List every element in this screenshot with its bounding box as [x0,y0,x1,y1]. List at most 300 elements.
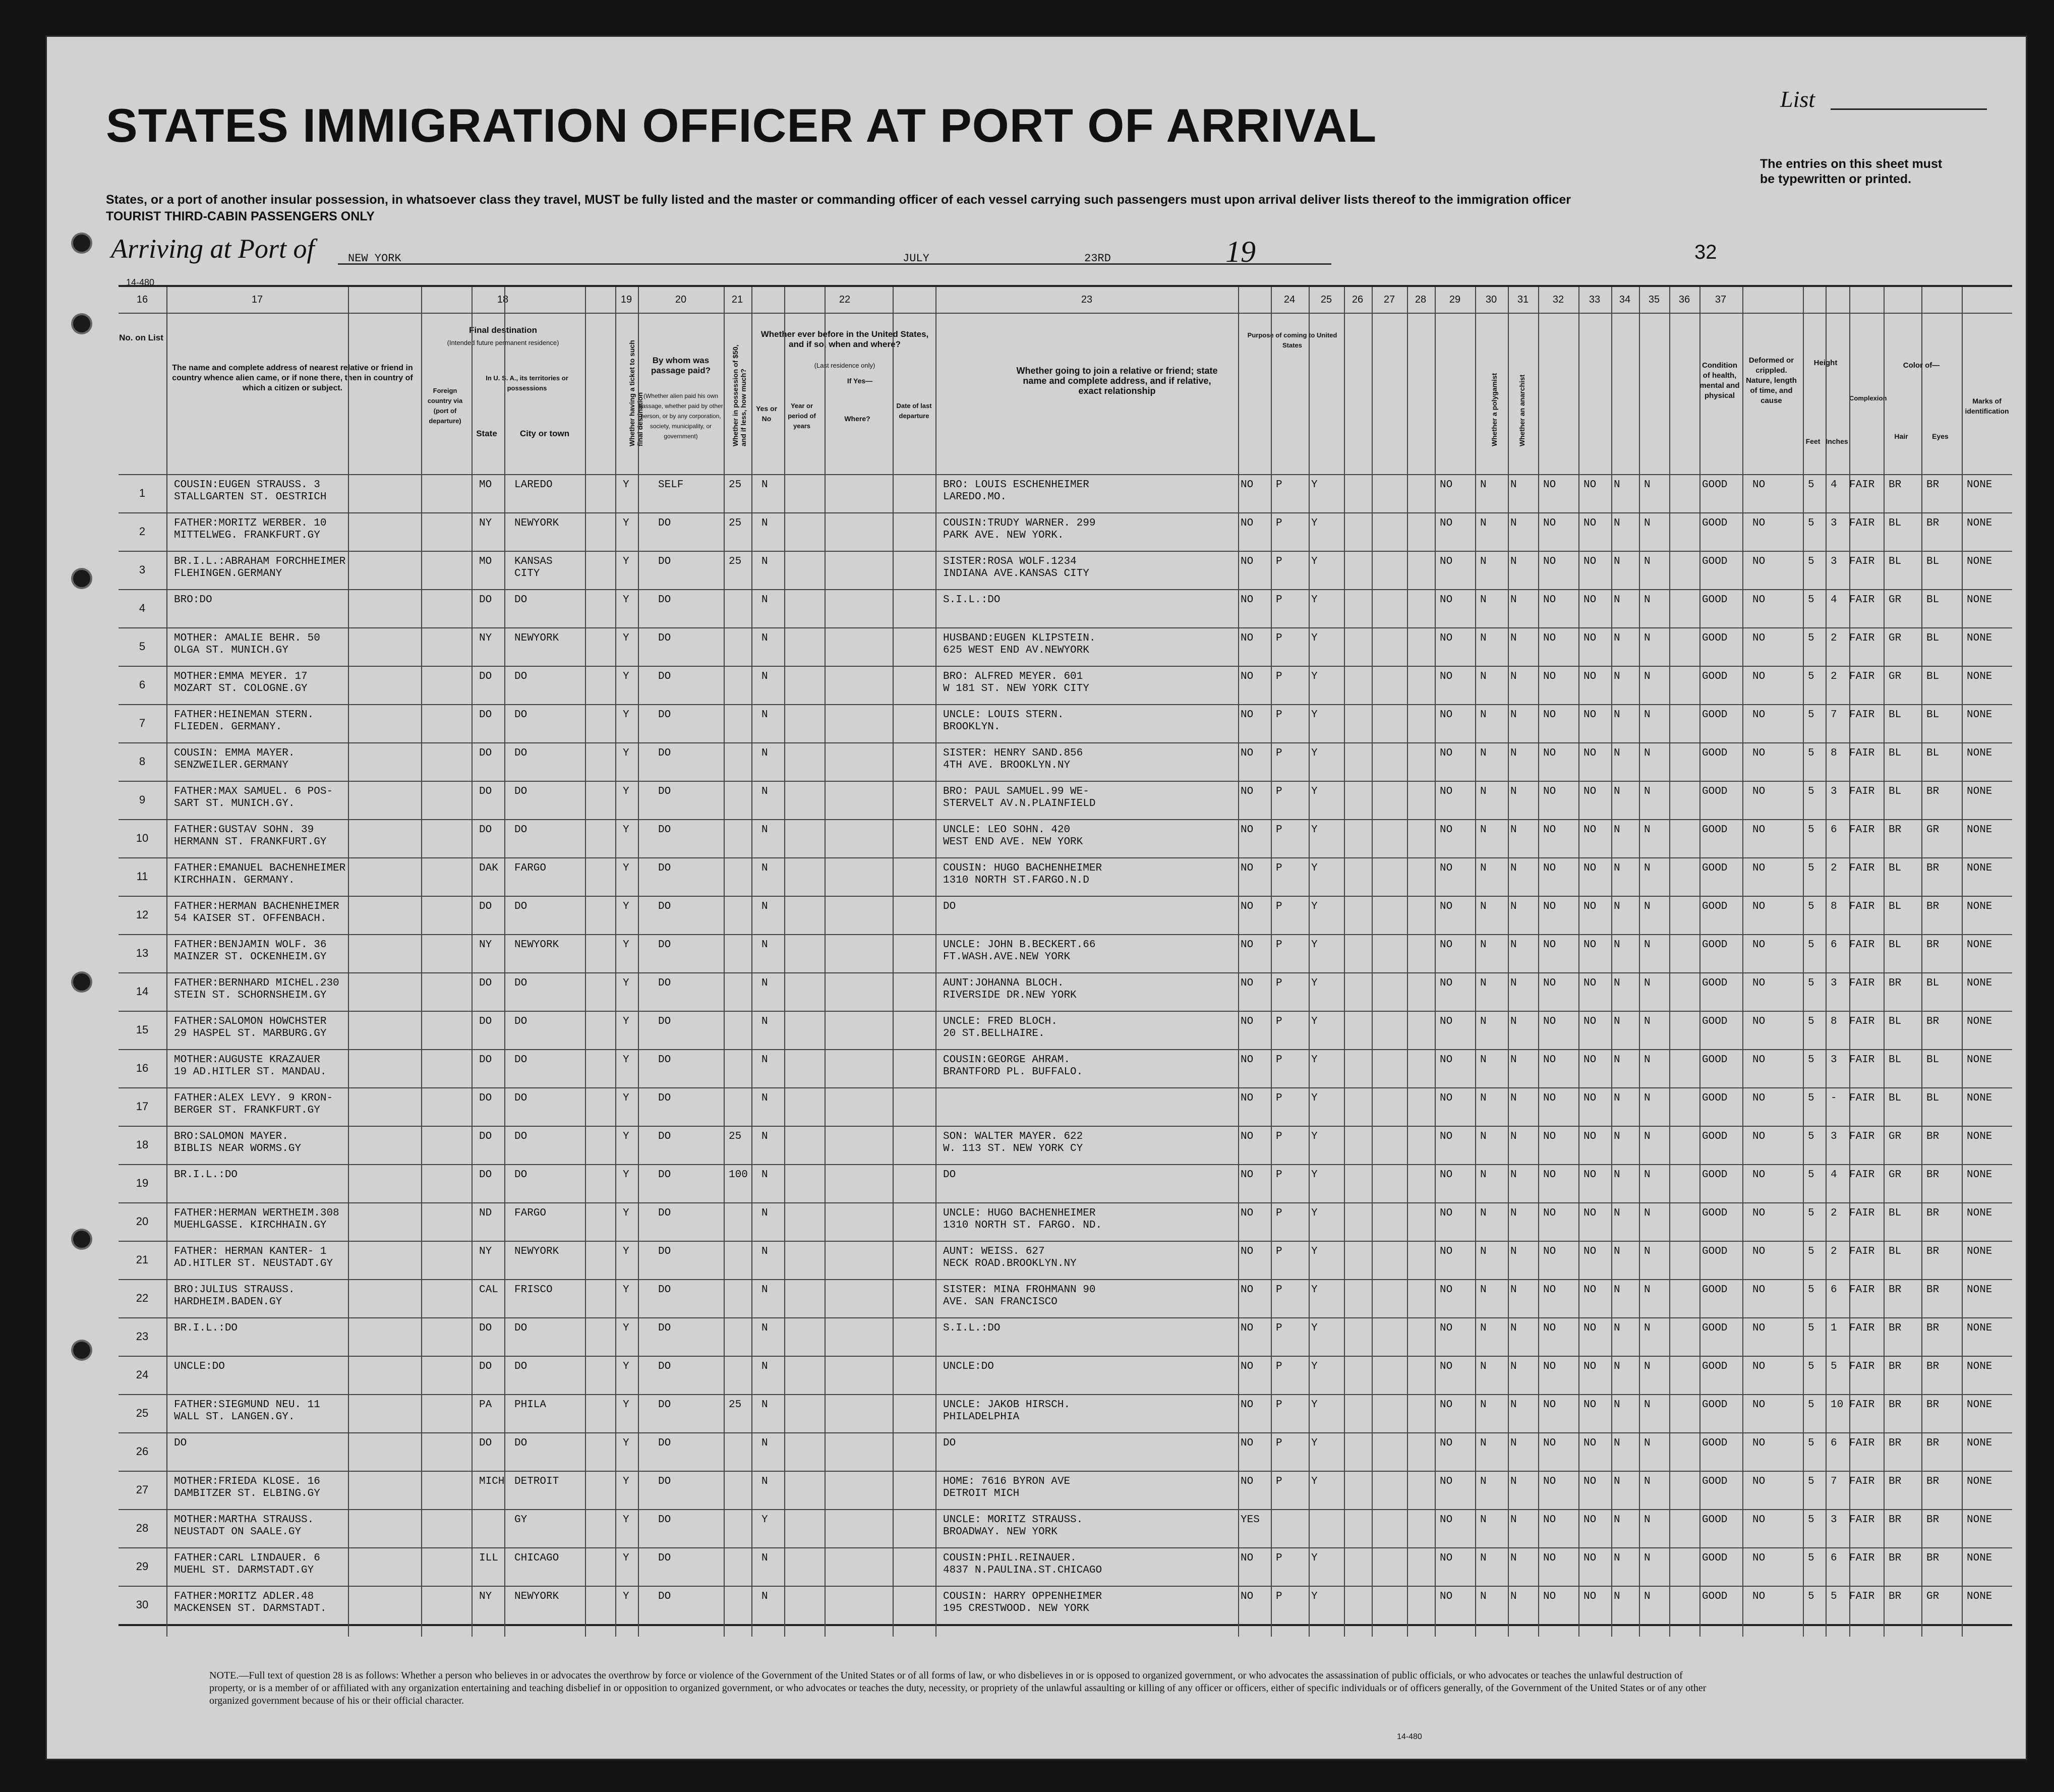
cell-complexion: FAIR [1849,1131,1875,1142]
cell-health: GOOD [1702,1169,1728,1181]
cell-deformed: NO [1752,1591,1766,1602]
cell-height-feet: 5 [1808,671,1814,682]
cell-complexion: FAIR [1849,862,1875,874]
cell-paid-by: DO [658,939,671,951]
cell-complexion: FAIR [1849,1591,1875,1602]
cell-city: NEWYORK [514,517,559,529]
cell-q28: NO [1543,671,1556,682]
row-number: 2 [139,525,146,538]
cell-purpose-1: YES [1241,1514,1260,1526]
cell-deformed: NO [1752,1092,1766,1104]
cell-q28: NO [1543,632,1556,644]
cell-q26: N [1480,556,1487,567]
cell-q29: NO [1583,1207,1597,1219]
table-bottom-rule [119,1624,2012,1626]
table-row-rule [119,896,2012,897]
cell-height-inches: 3 [1831,556,1837,567]
column-number: 17 [251,294,263,305]
table-column-rule [1849,285,1850,1637]
cell-marks: NONE [1967,1131,1992,1142]
cell-q29: NO [1583,709,1597,721]
row-number: 18 [136,1138,149,1151]
cell-q28: NO [1543,1476,1556,1487]
cell-health: GOOD [1702,1054,1728,1066]
cell-health: GOOD [1702,1361,1728,1372]
cell-q27: N [1510,1514,1517,1526]
cell-q29: NO [1583,1169,1597,1181]
cell-q28: NO [1543,1322,1556,1334]
cell-state: PA [479,1399,492,1411]
cell-purpose-1: NO [1241,1552,1254,1564]
cell-q28: NO [1543,786,1556,797]
cell-height-inches: 3 [1831,977,1837,989]
cell-q25: NO [1440,1131,1453,1142]
cell-joining: DO [943,1169,956,1181]
cell-purpose-3: Y [1311,1016,1318,1027]
cell-hair: BR [1889,1284,1902,1296]
cell-height-inches: 3 [1831,517,1837,529]
cell-marks: NONE [1967,1246,1992,1257]
cell-q27: N [1510,632,1517,644]
cell-state: DO [479,1361,492,1372]
cell-purpose-3: Y [1311,1476,1318,1487]
cell-hair: BR [1889,977,1902,989]
cell-ticket: Y [623,479,629,491]
cell-q31: N [1644,517,1651,529]
table-column-rule [751,285,752,1637]
cell-paid-by: DO [658,632,671,644]
cell-q31: N [1644,1322,1651,1334]
cell-purpose-2: P [1276,1169,1282,1181]
cell-q27: N [1510,1437,1517,1449]
cell-city: DO [514,1361,527,1372]
cell-money: 25 [729,517,742,529]
cell-ticket: Y [623,1131,629,1142]
cell-q26: N [1480,1207,1487,1219]
cell-health: GOOD [1702,1399,1728,1411]
cell-health: GOOD [1702,1591,1728,1602]
cell-marks: NONE [1967,1092,1992,1104]
cell-q26: N [1480,479,1487,491]
cell-health: GOOD [1702,1322,1728,1334]
cell-previously-in-us: N [761,479,768,491]
cell-state: DO [479,901,492,912]
cell-eyes: BL [1926,594,1940,606]
cell-q27: N [1510,1399,1517,1411]
cell-deformed: NO [1752,862,1766,874]
cell-q26: N [1480,939,1487,951]
cell-purpose-1: NO [1241,862,1254,874]
cell-q26: N [1480,824,1487,836]
cell-purpose-1: NO [1241,939,1254,951]
cell-q30: N [1614,1284,1620,1296]
cell-relative: BRO:DO [174,594,212,606]
cell-joining: UNCLE: JOHN B.BECKERT.66 FT.WASH.AVE.NEW YORK [943,939,1096,963]
header-if-yes: If Yes— [847,377,873,385]
cell-marks: NONE [1967,709,1992,721]
cell-paid-by: DO [658,709,671,721]
cell-q31: N [1644,1476,1651,1487]
list-label: List [1780,86,1815,112]
column-number: 22 [839,294,851,305]
cell-paid-by: DO [658,786,671,797]
row-number: 11 [136,870,148,883]
cell-city: DO [514,1437,527,1449]
header-complexion: Complexion [1849,394,1887,402]
table-row-rule [119,666,2012,667]
cell-previously-in-us: N [761,824,768,836]
cell-marks: NONE [1967,594,1992,606]
cell-joining: COUSIN: HUGO BACHENHEIMER 1310 NORTH ST.FARGO.N.D [943,862,1102,886]
cell-relative: BR.I.L.:DO [174,1322,238,1334]
cell-q27: N [1510,594,1517,606]
cell-height-inches: 2 [1831,671,1837,682]
cell-complexion: FAIR [1849,1207,1875,1219]
row-number: 9 [139,793,146,806]
cell-purpose-1: NO [1241,556,1254,567]
table-row-rule [119,1394,2012,1395]
cell-relative: COUSIN:EUGEN STRAUSS. 3 STALLGARTEN ST. OESTRICH [174,479,327,503]
cell-marks: NONE [1967,1169,1992,1181]
cell-q30: N [1614,1207,1620,1219]
cell-previously-in-us: N [761,747,768,759]
cell-marks: NONE [1967,556,1992,567]
cell-q28: NO [1543,1399,1556,1411]
cell-q29: NO [1583,1476,1597,1487]
cell-city: DO [514,1131,527,1142]
cell-purpose-3: Y [1311,786,1318,797]
cell-paid-by: DO [658,901,671,912]
cell-state: DO [479,1437,492,1449]
cell-joining: UNCLE: JAKOB HIRSCH. PHILADELPHIA [943,1399,1071,1423]
cell-paid-by: DO [658,1399,671,1411]
cell-q27: N [1510,1131,1517,1142]
cell-purpose-3: Y [1311,594,1318,606]
cell-purpose-3: Y [1311,862,1318,874]
cell-marks: NONE [1967,1207,1992,1219]
cell-q30: N [1614,1361,1620,1372]
cell-ticket: Y [623,594,629,606]
cell-marks: NONE [1967,1054,1992,1066]
header-city: City or town [519,429,570,438]
cell-city: KANSAS CITY [514,556,553,580]
cell-q30: N [1614,671,1620,682]
cell-money: 25 [729,1399,742,1411]
cell-q26: N [1480,1399,1487,1411]
cell-joining: SISTER:ROSA WOLF.1234 INDIANA AVE.KANSAS CITY [943,556,1089,580]
cell-eyes: BL [1926,747,1940,759]
cell-complexion: FAIR [1849,671,1875,682]
header-inches: Inches [1826,437,1848,445]
table-row-rule [119,474,2012,475]
cell-ticket: Y [623,1591,629,1602]
cell-hair: BR [1889,1476,1902,1487]
page-number: 32 [1694,241,1717,263]
cell-purpose-3: Y [1311,1437,1318,1449]
cell-q30: N [1614,1552,1620,1564]
cell-purpose-2: P [1276,1284,1282,1296]
cell-q30: N [1614,1246,1620,1257]
cell-previously-in-us: N [761,517,768,529]
cell-eyes: BR [1926,1476,1940,1487]
row-number: 12 [136,908,149,921]
cell-q29: NO [1583,594,1597,606]
cell-complexion: FAIR [1849,1092,1875,1104]
cell-state: DO [479,671,492,682]
row-number: 16 [136,1062,149,1074]
cell-paid-by: DO [658,1437,671,1449]
cell-q31: N [1644,1016,1651,1027]
table-row-rule [119,551,2012,552]
cell-q25: NO [1440,1361,1453,1372]
cell-previously-in-us: N [761,1552,768,1564]
cell-hair: BL [1889,747,1902,759]
cell-purpose-2: P [1276,479,1282,491]
cell-state: DO [479,977,492,989]
cell-previously-in-us: N [761,977,768,989]
cell-q26: N [1480,1552,1487,1564]
cell-purpose-1: NO [1241,671,1254,682]
cell-height-inches: 2 [1831,1246,1837,1257]
cell-purpose-1: NO [1241,747,1254,759]
cell-q31: N [1644,1169,1651,1181]
cell-q26: N [1480,671,1487,682]
cell-q27: N [1510,1169,1517,1181]
cell-ticket: Y [623,556,629,567]
cell-hair: BR [1889,1591,1902,1602]
cell-purpose-1: NO [1241,517,1254,529]
cell-deformed: NO [1752,1284,1766,1296]
cell-q30: N [1614,594,1620,606]
header-feet: Feet [1805,437,1821,445]
cell-city: NEWYORK [514,1591,559,1602]
cell-joining: S.I.L.:DO [943,594,1001,606]
cell-state: DO [479,1169,492,1181]
cell-height-feet: 5 [1808,1591,1814,1602]
cell-height-inches: 2 [1831,862,1837,874]
manifest-sheet [45,35,2027,1760]
cell-q28: NO [1543,824,1556,836]
cell-q25: NO [1440,632,1453,644]
table-row-rule [119,1356,2012,1357]
cell-q28: NO [1543,1054,1556,1066]
cell-q31: N [1644,594,1651,606]
cell-purpose-3: Y [1311,1092,1318,1104]
cell-joining: DO [943,901,956,912]
table-column-rule [1372,285,1373,1637]
cell-hair: BR [1889,1514,1902,1526]
cell-money: 25 [729,1131,742,1142]
cell-eyes: BR [1926,1131,1940,1142]
column-number: 34 [1619,294,1631,305]
cell-ticket: Y [623,1437,629,1449]
cell-q27: N [1510,747,1517,759]
cell-relative: FATHER:HEINEMAN STERN. FLIEDEN. GERMANY. [174,709,314,733]
cell-q28: NO [1543,479,1556,491]
cell-q29: NO [1583,824,1597,836]
cell-previously-in-us: N [761,1169,768,1181]
cell-city: DO [514,747,527,759]
cell-city: GY [514,1514,527,1526]
cell-city: LAREDO [514,479,553,491]
column-number: 25 [1320,294,1332,305]
cell-q29: NO [1583,1131,1597,1142]
cell-previously-in-us: N [761,556,768,567]
header-final-destination-note: (Intended future permanent residence) [447,339,559,346]
cell-previously-in-us: N [761,939,768,951]
cell-q27: N [1510,1591,1517,1602]
cell-purpose-3: Y [1311,479,1318,491]
row-number: 21 [136,1253,149,1266]
cell-q29: NO [1583,1092,1597,1104]
cell-eyes: BR [1926,479,1940,491]
cell-city: DO [514,594,527,606]
cell-relative: FATHER:CARL LINDAUER. 6 MUEHL ST. DARMSTADT.GY [174,1552,320,1576]
table-row-rule [119,934,2012,935]
cell-q27: N [1510,939,1517,951]
cell-purpose-2: P [1276,1437,1282,1449]
table-row-rule [119,1586,2012,1587]
table-row-rule [119,857,2012,858]
cell-previously-in-us: N [761,1092,768,1104]
cell-q28: NO [1543,517,1556,529]
cell-q26: N [1480,786,1487,797]
cell-hair: BL [1889,786,1902,797]
table-row-rule [119,704,2012,705]
cell-paid-by: DO [658,977,671,989]
cell-purpose-1: NO [1241,1284,1254,1296]
column-number: 35 [1648,294,1660,305]
cell-deformed: NO [1752,1552,1766,1564]
cell-eyes: BL [1926,1092,1940,1104]
cell-q25: NO [1440,517,1453,529]
header-in-usa: In U. S. A., its territories or possessions [486,374,568,392]
cell-purpose-3: Y [1311,632,1318,644]
cell-purpose-3: Y [1311,1591,1318,1602]
cell-eyes: BR [1926,1246,1940,1257]
row-number: 1 [139,487,146,499]
cell-ticket: Y [623,1246,629,1257]
cell-joining: UNCLE: HUGO BACHENHEIMER 1310 NORTH ST. FARGO. ND. [943,1207,1102,1231]
column-number: 24 [1283,294,1296,305]
table-column-rule [472,285,473,1637]
cell-purpose-2: P [1276,747,1282,759]
cell-q29: NO [1583,1361,1597,1372]
cell-purpose-1: NO [1241,479,1254,491]
cell-q30: N [1614,1399,1620,1411]
table-column-rule [1921,285,1922,1637]
cell-deformed: NO [1752,1322,1766,1334]
cell-height-inches: 3 [1831,786,1837,797]
cell-purpose-2: P [1276,709,1282,721]
cell-q30: N [1614,977,1620,989]
cell-eyes: BR [1926,1514,1940,1526]
cell-eyes: BR [1926,1552,1940,1564]
table-column-rule [935,285,936,1637]
cell-q25: NO [1440,1169,1453,1181]
cell-height-feet: 5 [1808,939,1814,951]
table-row-rule [119,1547,2012,1548]
cell-complexion: FAIR [1849,517,1875,529]
cell-hair: BL [1889,1054,1902,1066]
cell-purpose-1: NO [1241,1131,1254,1142]
cell-purpose-2: P [1276,594,1282,606]
binder-hole [73,1231,90,1248]
cell-q25: NO [1440,1322,1453,1334]
cell-q25: NO [1440,479,1453,491]
row-number: 15 [136,1023,149,1036]
cell-q31: N [1644,1399,1651,1411]
header-where: Where? [844,415,870,423]
cell-q31: N [1644,862,1651,874]
cell-ticket: Y [623,939,629,951]
table-column-rule [1538,285,1539,1637]
cell-marks: NONE [1967,977,1992,989]
cell-q28: NO [1543,556,1556,567]
cell-q27: N [1510,556,1517,567]
cell-health: GOOD [1702,1131,1728,1142]
cell-complexion: FAIR [1849,747,1875,759]
cell-ticket: Y [623,1322,629,1334]
cell-complexion: FAIR [1849,1514,1875,1526]
cell-height-inches: 2 [1831,1207,1837,1219]
cell-height-inches: 3 [1831,1131,1837,1142]
row-number: 20 [136,1215,149,1228]
cell-deformed: NO [1752,824,1766,836]
cell-q29: NO [1583,517,1597,529]
cell-q27: N [1510,671,1517,682]
cell-purpose-2: P [1276,786,1282,797]
cell-deformed: NO [1752,594,1766,606]
cell-health: GOOD [1702,1016,1728,1027]
cell-joining: UNCLE: MORITZ STRAUSS. BROADWAY. NEW YORK [943,1514,1083,1538]
cell-q28: NO [1543,1361,1556,1372]
cell-purpose-3: Y [1311,1246,1318,1257]
cell-q31: N [1644,671,1651,682]
cell-q28: NO [1543,1591,1556,1602]
cell-money: 100 [729,1169,748,1181]
cell-q28: NO [1543,1552,1556,1564]
cell-health: GOOD [1702,1284,1728,1296]
cell-deformed: NO [1752,901,1766,912]
table-row-rule [119,1164,2012,1165]
cell-health: GOOD [1702,1207,1728,1219]
column-number: 21 [731,294,743,305]
cell-deformed: NO [1752,632,1766,644]
cell-joining: HOME: 7616 BYRON AVE DETROIT MICH [943,1476,1071,1499]
cell-relative: MOTHER:FRIEDA KLOSE. 16 DAMBITZER ST. ELBING.GY [174,1476,320,1499]
cell-q26: N [1480,977,1487,989]
cell-joining: AUNT:JOHANNA BLOCH. RIVERSIDE DR.NEW YORK [943,977,1077,1001]
cell-previously-in-us: N [761,1399,768,1411]
cell-deformed: NO [1752,939,1766,951]
cell-q27: N [1510,977,1517,989]
cell-deformed: NO [1752,1207,1766,1219]
cell-hair: GR [1889,1131,1902,1142]
cell-paid-by: DO [658,1514,671,1526]
cell-purpose-2: P [1276,1092,1282,1104]
header-by-whom-paid: By whom was passage paid? [651,356,711,375]
cell-relative: UNCLE:DO [174,1361,225,1372]
cell-q26: N [1480,1246,1487,1257]
row-number: 19 [136,1177,149,1189]
cell-q26: N [1480,709,1487,721]
cell-relative: MOTHER:AUGUSTE KRAZAUER 19 AD.HITLER ST. MANDAU. [174,1054,327,1078]
cell-complexion: FAIR [1849,786,1875,797]
cell-height-feet: 5 [1808,632,1814,644]
column-number: 28 [1415,294,1427,305]
cell-purpose-1: NO [1241,786,1254,797]
